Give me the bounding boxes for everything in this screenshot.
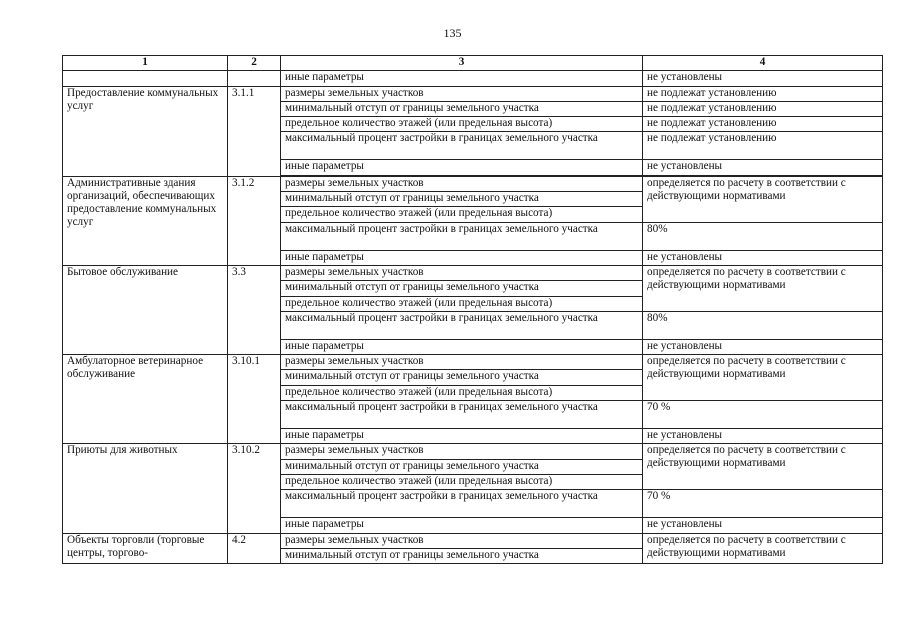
table-row [63,355,883,370]
param-cell: минимальный отступ от границы земельного участка [281,459,643,474]
param-cell: иные параметры [281,71,643,86]
param-cell: минимальный отступ от границы земельного участка [281,281,643,296]
param-cell: размеры земельных участков [281,444,643,459]
use-type-name: Предоставление коммунальных услуг [63,86,228,176]
value-cell: не установлены [643,250,883,265]
use-type-name: Бытовое обслуживание [63,265,228,354]
param-cell: размеры земельных участков [281,533,643,548]
param-cell: минимальный отступ от границы земельного участка [281,548,643,563]
empty-cell [63,71,228,86]
param-cell: предельное количество этажей (или предельная высота) [281,474,643,489]
param-cell: иные параметры [281,160,643,175]
param-cell: максимальный процент застройки в границах земельного участка [281,222,643,250]
param-cell: минимальный отступ от границы земельного участка [281,192,643,207]
param-cell: предельное количество этажей (или предельная высота) [281,207,643,222]
param-cell: предельное количество этажей (или предельная высота) [281,296,643,311]
param-cell: минимальный отступ от границы земельного участка [281,101,643,116]
table-row [63,71,883,86]
table-row [63,265,883,280]
table-row [63,176,883,191]
value-cell: не подлежат установлению [643,117,883,132]
use-type-name: Приюты для животных [63,444,228,533]
value-cell: определяется по расчету в соответствии с действующими нормативами [643,355,883,401]
use-type-code: 3.3 [228,265,281,354]
param-cell: иные параметры [281,429,643,444]
param-cell: иные параметры [281,518,643,533]
table-row [63,86,883,101]
param-cell: предельное количество этажей (или предельная высота) [281,385,643,400]
value-cell: не установлены [643,429,883,444]
value-cell: определяется по расчету в соответствии с действующими нормативами [643,533,883,564]
param-cell: максимальный процент застройки в границах земельного участка [281,490,643,518]
value-cell: 70 % [643,401,883,429]
regulations-table [62,55,883,564]
value-cell: не подлежат установлению [643,101,883,116]
use-type-name: Объекты торговли (торговые центры, торгово- [63,533,228,564]
value-cell: не установлены [643,339,883,354]
value-cell: определяется по расчету в соответствии с действующими нормативами [643,265,883,311]
param-cell: размеры земельных участков [281,86,643,101]
value-cell: не подлежат установлению [643,86,883,101]
use-type-code: 4.2 [228,533,281,564]
param-cell: размеры земельных участков [281,355,643,370]
use-type-name: Амбулаторное ветеринарное обслуживание [63,355,228,444]
value-cell: не установлены [643,71,883,86]
param-cell: иные параметры [281,339,643,354]
value-cell: не установлены [643,160,883,175]
param-cell: размеры земельных участков [281,176,643,191]
table-row [63,533,883,548]
header-col-3: 3 [281,56,643,71]
value-cell: 80% [643,222,883,250]
value-cell: определяется по расчету в соответствии с действующими нормативами [643,444,883,490]
param-cell: минимальный отступ от границы земельного участка [281,370,643,385]
param-cell: максимальный процент застройки в границах земельного участка [281,132,643,160]
page-number: 135 [443,26,462,40]
param-cell: предельное количество этажей (или предельная высота) [281,117,643,132]
table-row [63,444,883,459]
value-cell: не установлены [643,518,883,533]
header-col-1: 1 [63,56,228,71]
header-col-2: 2 [228,56,281,71]
use-type-name: Административные здания организаций, обеспечивающих предоставление коммунальных услуг [63,176,228,265]
value-cell: определяется по расчету в соответствии с действующими нормативами [643,176,883,222]
use-type-code: 3.1.2 [228,176,281,265]
empty-cell [228,71,281,86]
param-cell: размеры земельных участков [281,265,643,280]
use-type-code: 3.1.1 [228,86,281,176]
value-cell: 80% [643,311,883,339]
header-col-4: 4 [643,56,883,71]
param-cell: максимальный процент застройки в границах земельного участка [281,311,643,339]
use-type-code: 3.10.2 [228,444,281,533]
value-cell: не подлежат установлению [643,132,883,160]
value-cell: 70 % [643,490,883,518]
header-row [63,56,883,71]
param-cell: максимальный процент застройки в границах земельного участка [281,401,643,429]
param-cell: иные параметры [281,250,643,265]
use-type-code: 3.10.1 [228,355,281,444]
